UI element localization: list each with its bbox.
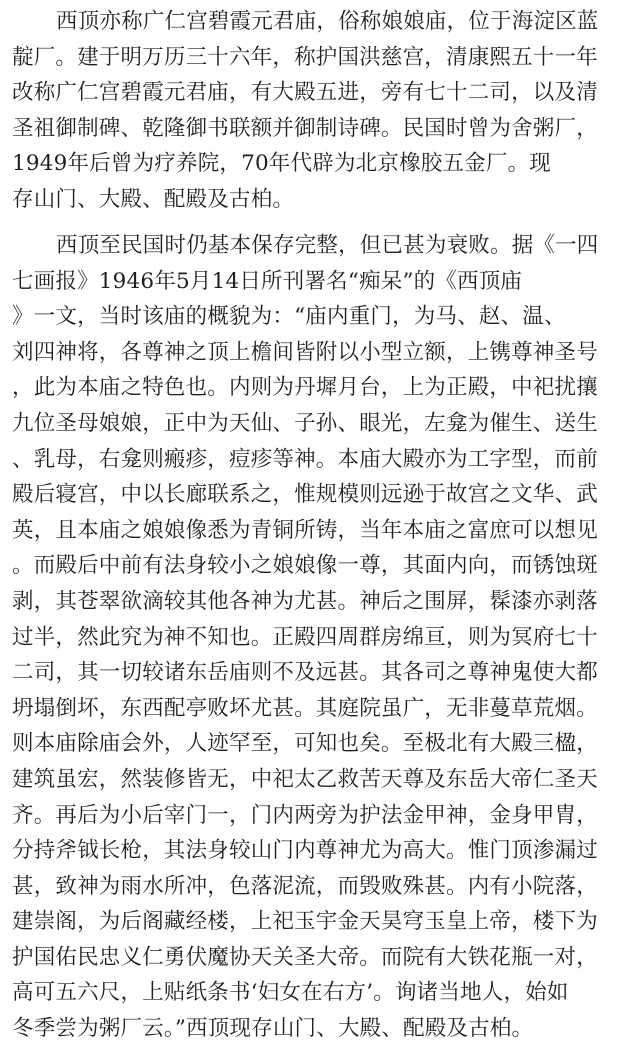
text-line: ，此为本庙之特色也。内则为丹墀月台，上为正殿，中祀扰攘 bbox=[12, 375, 598, 401]
text-line: 高可五六尺，上贴纸条书‘妇女在右方’。询诸当地人，始如 bbox=[12, 980, 569, 1006]
text-line: 七画报》1946年5月14日所刊署名“痴呆”的《西顶庙 bbox=[12, 268, 523, 294]
text-line: 英，且本庙之娘娘像悉为青铜所铸，当年本庙之富庶可以想见 bbox=[12, 517, 598, 543]
text-line: 齐。再后为小后宰门一，门内两旁为护法金甲神，金身甲胄， bbox=[12, 802, 598, 828]
paragraph-republic-era-description bbox=[0, 228, 640, 1047]
text-line: 。而殿后中前有法身较小之娘娘像一尊，其面内向，而锈蚀斑 bbox=[12, 553, 598, 579]
text-line: 剥，其苍翠欲滴较其他各神为尤甚。神后之围屏，髹漆亦剥落 bbox=[12, 588, 598, 614]
text-line: 建崇阁，为后阁藏经楼，上祀玉宇金天昊穹玉皇上帝，楼下为 bbox=[12, 909, 598, 935]
text-line: 圣祖御制碑、乾隆御书联额并御制诗碑。民国时曾为舍粥厂， bbox=[12, 115, 598, 141]
text-line: 冬季尝为粥厂云。”西顶现存山门、大殿、配殿及古柏。 bbox=[12, 1016, 534, 1042]
text-line: 甚，致神为雨水所冲，色落泥流，而毁败殊甚。内有小院落， bbox=[12, 873, 598, 899]
text-line: 坍塌倒坏，东西配亭败坏尤甚。其庭院虽广，无非蔓草荒烟。 bbox=[12, 695, 598, 721]
text-line: 九位圣母娘娘，正中为天仙、子孙、眼光，左龛为催生、送生 bbox=[12, 410, 598, 436]
text-line: 靛厂。建于明万历三十六年，称护国洪慈宫，清康熙五十一年 bbox=[12, 44, 598, 70]
text-line: 刘四神将，各尊神之顶上檐间皆附以小型立额，上镌尊神圣号 bbox=[12, 339, 598, 365]
text-line: 存山门、大殿、配殿及古柏。 bbox=[12, 186, 295, 212]
text-line: 西顶亦称广仁宫碧霞元君庙，俗称娘娘庙，位于海淀区蓝 bbox=[56, 9, 599, 34]
text-line: 二司，其一切较诸东岳庙则不及远甚。其各司之尊神鬼使大都 bbox=[12, 660, 598, 686]
text-line: 、乳母，右龛则瘢疹，痘疹等神。本庙大殿亦为工字型，而前 bbox=[12, 446, 598, 472]
text-line: 殿后寝宫，中以长廊联系之，惟规模则远逊于故宫之文华、武 bbox=[12, 482, 598, 508]
text-line: 护国佑民忠义仁勇伏魔协天关圣大帝。而院有大铁花瓶一对， bbox=[12, 944, 598, 970]
text-line: 则本庙除庙会外，人迹罕至，可知也矣。至极北有大殿三楹， bbox=[12, 731, 598, 757]
text-line: 西顶至民国时仍基本保存完整，但已甚为衰败。据《一四 bbox=[56, 233, 599, 258]
paragraph-history bbox=[0, 4, 640, 218]
text-line: 改称广仁宫碧霞元君庙，有大殿五进，旁有七十二司，以及清 bbox=[12, 80, 598, 106]
text-line: 过半，然此究为神不知也。正殿四周群房绵亘，则为冥府七十 bbox=[12, 624, 598, 650]
text-line: 1949年后曾为疗养院，70年代辟为北京橡胶五金厂。现 bbox=[12, 151, 551, 177]
text-line: 》一文，当时该庙的概貌为：“庙内重门，为马、赵、温、 bbox=[12, 304, 566, 330]
text-line: 建筑虽宏，然装修皆无，中祀太乙救苦天尊及东岳大帝仁圣天 bbox=[12, 766, 598, 792]
text-line: 分持斧钺长枪，其法身较山门内尊神尤为高大。惟门顶渗漏过 bbox=[12, 838, 598, 864]
